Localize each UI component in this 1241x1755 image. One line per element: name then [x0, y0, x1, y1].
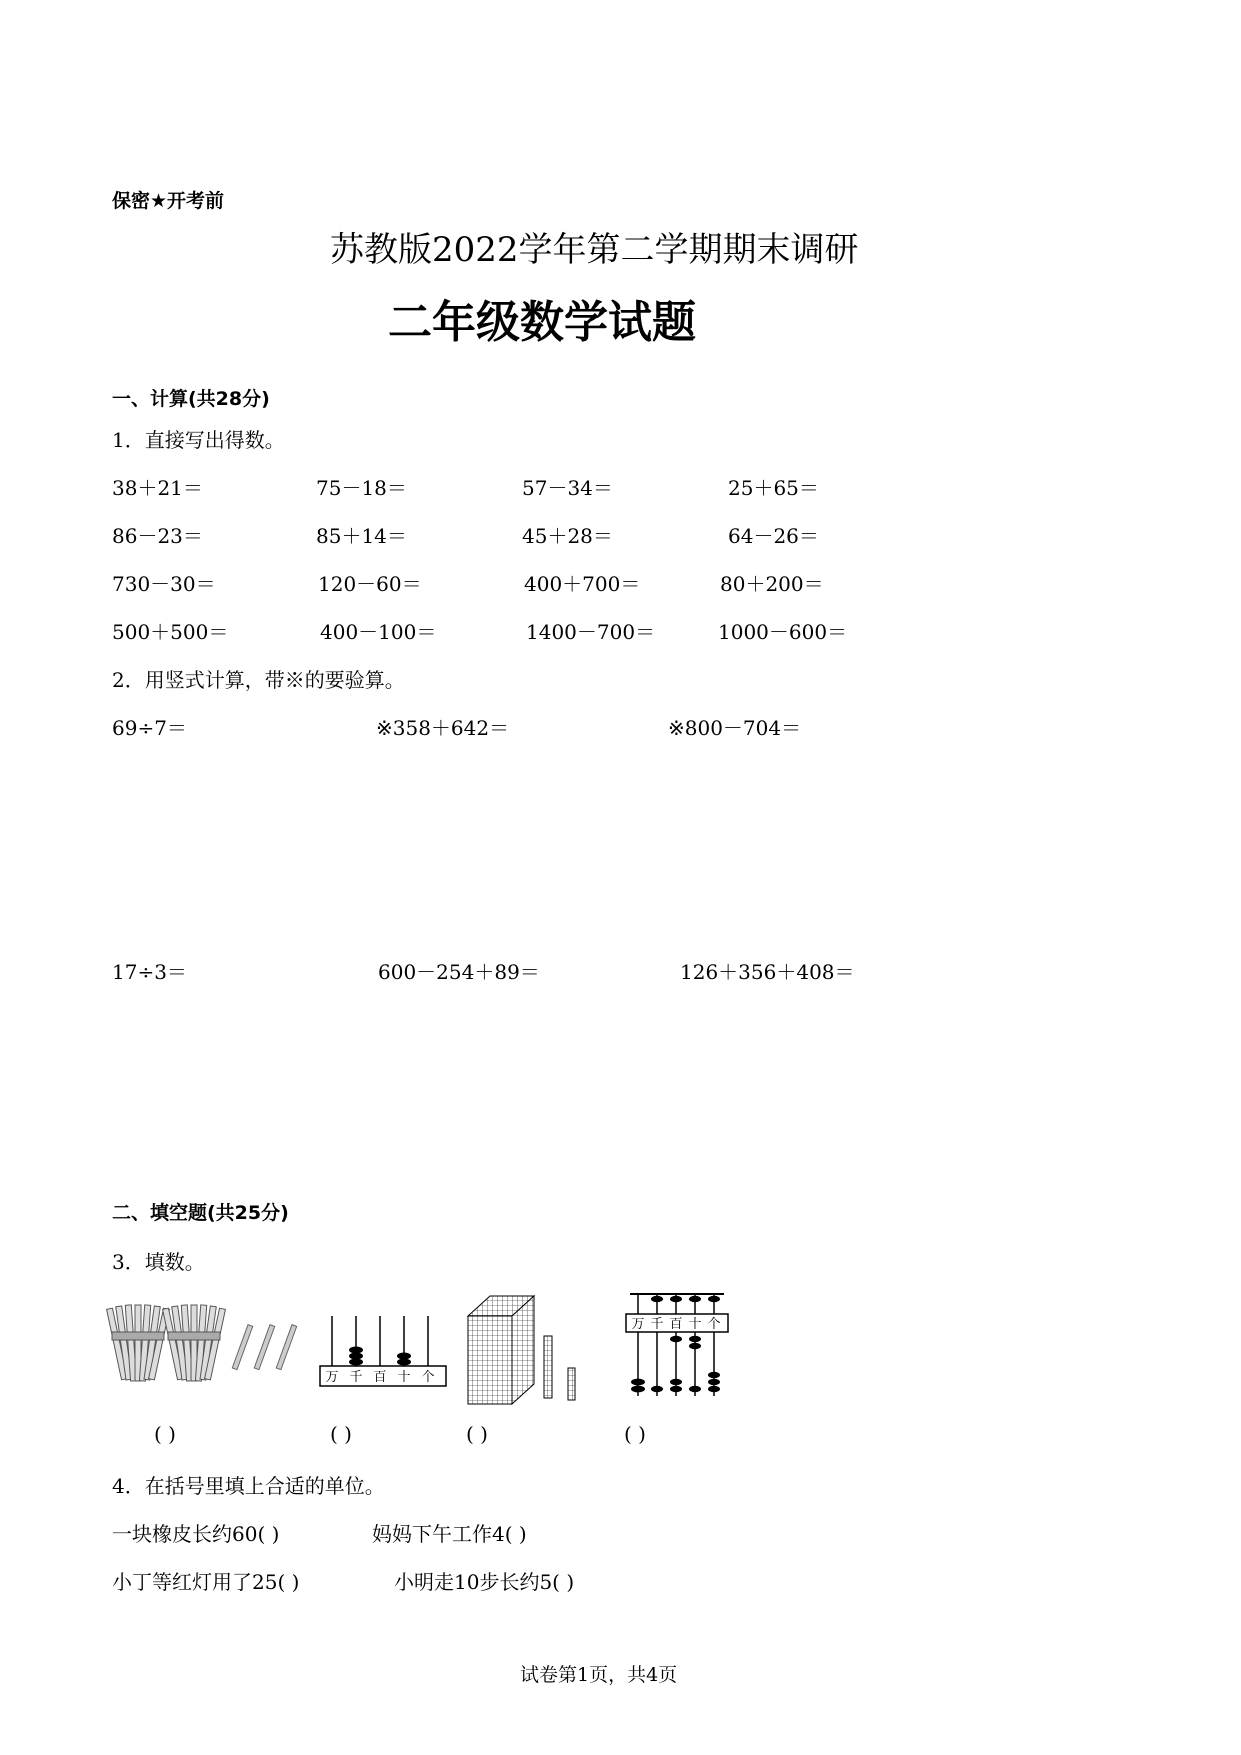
unit-fill-item[interactable]: 小丁等红灯用了25( ) [112, 1570, 300, 1594]
question-3-label: 3．填数。 [112, 1250, 205, 1274]
answer-blank[interactable]: ( ) [330, 1422, 352, 1446]
answer-blank[interactable]: ( ) [466, 1422, 488, 1446]
q1-expr: 500＋500＝ [112, 620, 229, 644]
q1-expr: 85＋14＝ [316, 524, 407, 548]
answer-blank[interactable]: ( ) [154, 1422, 176, 1446]
section-2-heading: 二、填空题(共25分) [112, 1202, 289, 1224]
hundred-rod-icon [544, 1336, 552, 1398]
q1-expr: 45＋28＝ [522, 524, 613, 548]
stick-bundle-icon [107, 1305, 170, 1381]
abacus-place-label: 千 [349, 1370, 363, 1385]
q1-expr: 400－100＝ [320, 620, 437, 644]
exam-title: 二年级数学试题 [388, 297, 696, 348]
answer-blank[interactable]: ( ) [624, 1422, 646, 1446]
q2-expr: 69÷7＝ [112, 716, 187, 740]
q1-expr: 64－26＝ [728, 524, 819, 548]
ten-rod-icon [568, 1368, 575, 1400]
q1-expr: 1400－700＝ [526, 620, 656, 644]
question-1-label: 1．直接写出得数。 [112, 428, 285, 452]
q1-expr: 86－23＝ [112, 524, 203, 548]
stick-bundles-figure [110, 1300, 310, 1400]
abacus-place-label: 万 [325, 1370, 339, 1385]
stick-bundle-icon [163, 1305, 226, 1381]
single-stick-icon [232, 1325, 296, 1370]
q1-expr: 75－18＝ [316, 476, 407, 500]
q2-expr: 17÷3＝ [112, 960, 187, 984]
q1-expr: 25＋65＝ [728, 476, 819, 500]
abacus-place-label: 十 [688, 1317, 702, 1332]
q1-expr: 38＋21＝ [112, 476, 203, 500]
q1-expr: 57－34＝ [522, 476, 613, 500]
q2-expr: ※358＋642＝ [376, 716, 510, 740]
abacus-place-label: 百 [669, 1317, 683, 1332]
confidential-mark: 保密★开考前 [112, 190, 225, 212]
section-1-heading: 一、计算(共28分) [112, 388, 270, 410]
unit-fill-item[interactable]: 妈妈下午工作4( ) [372, 1522, 527, 1546]
q1-expr: 1000－600＝ [718, 620, 848, 644]
q2-expr: 126＋356＋408＝ [680, 960, 855, 984]
question-2-label: 2．用竖式计算，带※的要验算。 [112, 668, 405, 692]
abacus-figure-1 [318, 1312, 450, 1398]
abacus-place-label: 万 [631, 1317, 645, 1332]
abacus-figure-2 [624, 1290, 730, 1400]
abacus-place-label: 十 [397, 1370, 411, 1385]
question-4-label: 4．在括号里填上合适的单位。 [112, 1474, 385, 1498]
abacus-place-label: 个 [421, 1370, 435, 1385]
exam-subtitle: 苏教版2022学年第二学期期末调研 [330, 230, 859, 270]
q1-expr: 730－30＝ [112, 572, 216, 596]
q2-expr: ※800－704＝ [668, 716, 802, 740]
page-footer: 试卷第1页，共4页 [520, 1664, 678, 1686]
base-ten-blocks-figure [462, 1290, 592, 1410]
q2-expr: 600－254＋89＝ [378, 960, 540, 984]
q1-expr: 120－60＝ [318, 572, 422, 596]
q1-expr: 400＋700＝ [524, 572, 641, 596]
unit-fill-item[interactable]: 小明走10步长约5( ) [394, 1570, 575, 1594]
q1-expr: 80＋200＝ [720, 572, 824, 596]
abacus-place-label: 千 [650, 1317, 664, 1332]
thousand-cube-icon [468, 1296, 534, 1404]
unit-fill-item[interactable]: 一块橡皮长约60( ) [112, 1522, 280, 1546]
abacus-place-label: 百 [373, 1370, 387, 1385]
abacus-place-label: 个 [707, 1317, 721, 1332]
